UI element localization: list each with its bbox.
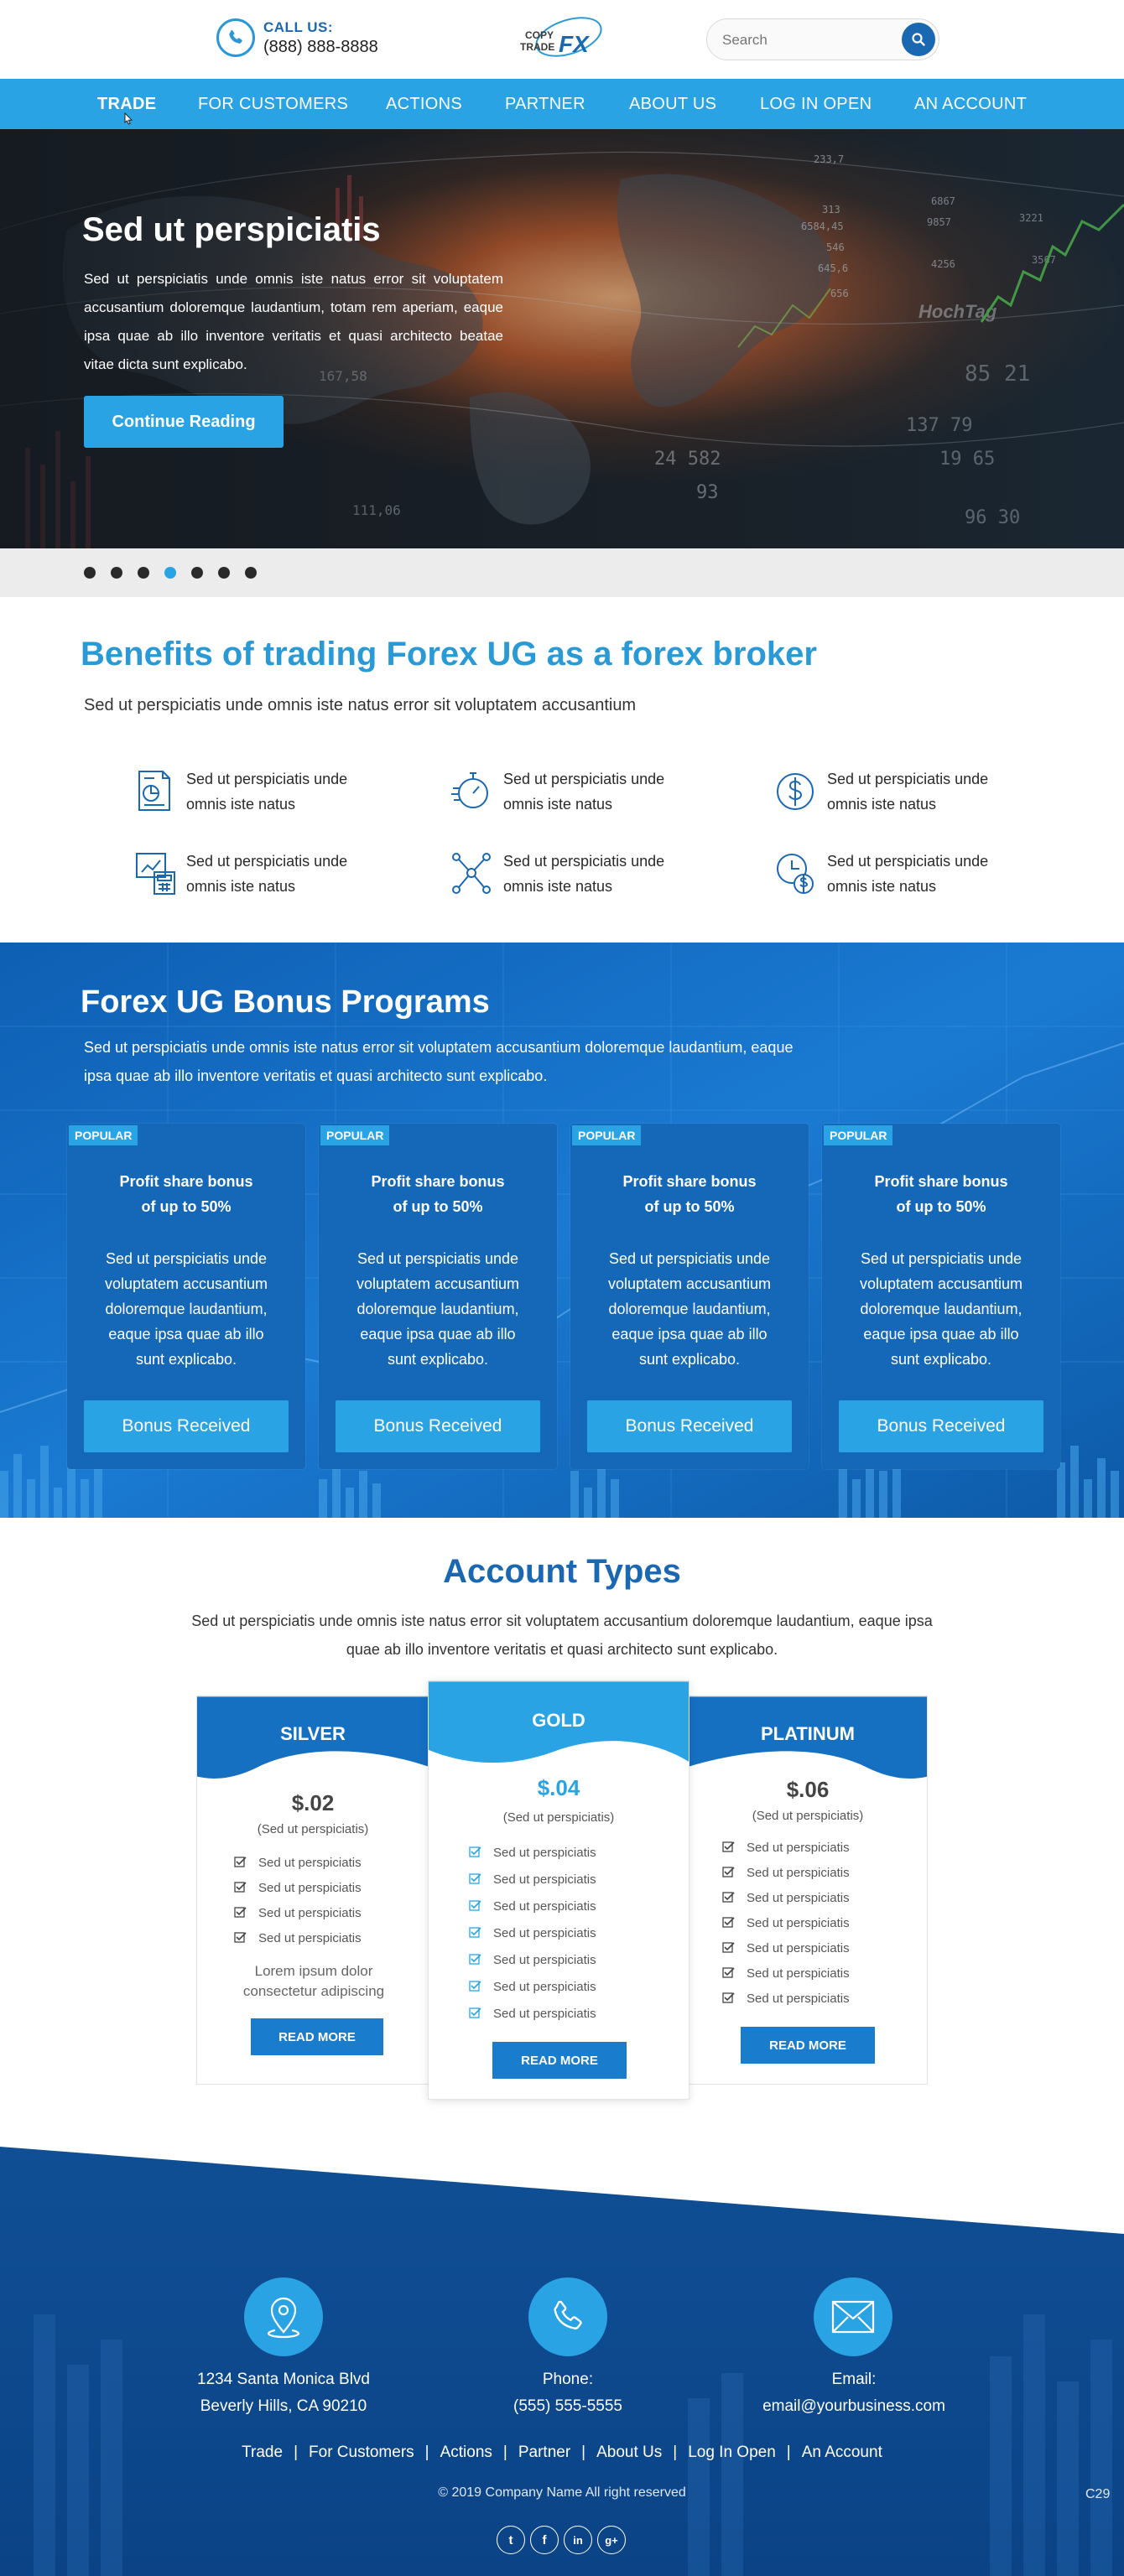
bonus-card-title-line-1: Profit share bonus bbox=[119, 1173, 253, 1190]
bonus-card-title-line-2: of up to 50% bbox=[141, 1198, 232, 1215]
slider-dot-3[interactable] bbox=[138, 567, 149, 579]
bonus-card-title bbox=[822, 1169, 1060, 1219]
account-types-title: Account Types bbox=[443, 1553, 681, 1590]
checkbox-check-icon bbox=[722, 1866, 735, 1878]
account-feature bbox=[722, 1841, 850, 1855]
account-feature-text: Sed ut perspiciatis bbox=[493, 1926, 596, 1940]
search-box bbox=[706, 18, 939, 60]
bonus-card-title bbox=[570, 1169, 809, 1219]
account-feature bbox=[234, 1856, 362, 1870]
footer-link-log-in-open[interactable]: Log In Open bbox=[688, 2444, 776, 2461]
benefits-title: Benefits of trading Forex UG as a forex broker bbox=[81, 636, 817, 673]
bonus-card-text: Sed ut perspiciatis unde voluptatem accusantium doloremque laudantium, eaque ipsa quae ab illo sunt explicabo. bbox=[356, 1250, 520, 1368]
benefit-text-4: Sed ut perspiciatis unde omnis iste natus bbox=[186, 853, 348, 895]
call-label: CALL US: bbox=[263, 18, 334, 35]
nav-item-log-in-open[interactable]: LOG IN OPEN bbox=[760, 95, 872, 113]
account-card-gold bbox=[428, 1680, 689, 2100]
account-feature bbox=[722, 1891, 850, 1905]
bonus-programs-section bbox=[0, 943, 1124, 1518]
footer-background bbox=[0, 2147, 1124, 2576]
account-name-silver: SILVER bbox=[280, 1723, 346, 1744]
checkbox-check-icon bbox=[469, 1899, 481, 1912]
logo-word-copy: COPY bbox=[525, 29, 554, 41]
benefit-text-2: Sed ut perspiciatis unde omnis iste natus bbox=[503, 771, 665, 813]
bonus-card-title-line-1: Profit share bonus bbox=[622, 1173, 757, 1190]
location-badge bbox=[244, 2277, 323, 2356]
bonus-card-2 bbox=[319, 1124, 557, 1469]
search-input[interactable] bbox=[722, 30, 890, 50]
account-feature-text: Sed ut perspiciatis bbox=[258, 1881, 362, 1895]
benefit-item-4 bbox=[134, 849, 403, 899]
search-icon bbox=[911, 32, 926, 47]
bonus-card-title-line-2: of up to 50% bbox=[644, 1198, 735, 1215]
popular-badge: POPULAR bbox=[824, 1125, 892, 1145]
account-price-gold: $.04 bbox=[537, 1775, 580, 1800]
benefit-item-1 bbox=[134, 766, 403, 817]
footer-link-for-customers[interactable]: For Customers bbox=[309, 2444, 414, 2461]
account-price-note-silver: (Sed ut perspiciatis) bbox=[257, 1822, 369, 1836]
footer-link-separator: | bbox=[581, 2444, 586, 2461]
account-price-note-gold: (Sed ut perspiciatis) bbox=[502, 1810, 615, 1825]
popular-badge: POPULAR bbox=[320, 1125, 389, 1145]
footer-link-separator: | bbox=[294, 2444, 299, 2461]
call-us-block[interactable] bbox=[216, 18, 378, 57]
footer-phone-number[interactable]: (555) 555-5555 bbox=[513, 2397, 622, 2415]
popular-badge: POPULAR bbox=[69, 1125, 138, 1145]
account-feature-text: Sed ut perspiciatis bbox=[493, 1980, 596, 1994]
page-code: C29 bbox=[1085, 2487, 1111, 2501]
slider-dot-4[interactable] bbox=[164, 567, 176, 579]
account-extra-line-1: Lorem ipsum dolor bbox=[254, 1963, 373, 1979]
twitter-icon[interactable]: t bbox=[497, 2526, 525, 2554]
account-feature-text: Sed ut perspiciatis bbox=[493, 1872, 596, 1887]
account-feature bbox=[469, 1846, 596, 1860]
checkbox-check-icon bbox=[722, 1966, 735, 1979]
account-feature bbox=[469, 1926, 596, 1940]
nav-item-partner[interactable]: PARTNER bbox=[505, 95, 585, 113]
top-header bbox=[0, 0, 1124, 79]
hero-slider bbox=[0, 129, 1124, 548]
googleplus-icon[interactable]: g+ bbox=[597, 2526, 626, 2554]
account-feature bbox=[234, 1881, 362, 1895]
bonus-card-text: Sed ut perspiciatis unde voluptatem accusantium doloremque laudantium, eaque ipsa quae ab illo sunt explicabo. bbox=[859, 1250, 1023, 1368]
account-feature-text: Sed ut perspiciatis bbox=[747, 1866, 850, 1880]
footer-link-actions[interactable]: Actions bbox=[440, 2444, 492, 2461]
bonus-card-title bbox=[67, 1169, 305, 1219]
footer-links bbox=[0, 2444, 1124, 2462]
slider-dot-2[interactable] bbox=[111, 567, 122, 579]
phone-icon bbox=[216, 18, 255, 57]
account-feature-text: Sed ut perspiciatis bbox=[493, 1846, 596, 1860]
account-price-silver: $.02 bbox=[291, 1790, 335, 1815]
checkbox-check-icon bbox=[722, 1941, 735, 1954]
account-feature bbox=[722, 1966, 850, 1981]
footer-link-separator: | bbox=[673, 2444, 678, 2461]
checkbox-check-icon bbox=[469, 1980, 481, 1992]
account-extra-line-2: consectetur adipiscing bbox=[242, 1983, 385, 1999]
nav-item-an-account[interactable]: AN ACCOUNT bbox=[914, 95, 1028, 113]
bonus-subtitle: Sed ut perspiciatis unde omnis iste natus error sit voluptatem accusantium doloremque laudantium, eaque ipsa quae ab illo inventore veritatis et quasi architecto sunt explicabo. bbox=[84, 1039, 794, 1084]
checkbox-check-icon bbox=[469, 1953, 481, 1966]
bonus-received-button[interactable]: Bonus Received bbox=[336, 1400, 540, 1452]
account-feature-text: Sed ut perspiciatis bbox=[258, 1931, 362, 1945]
slider-dot-5[interactable] bbox=[191, 567, 203, 579]
logo-word-trade: TRADE bbox=[520, 41, 555, 53]
time-money-icon bbox=[775, 850, 815, 896]
phone-handset-icon bbox=[548, 2297, 588, 2337]
account-name-platinum: PLATINUM bbox=[760, 1723, 856, 1744]
account-price-platinum: $.06 bbox=[786, 1777, 830, 1802]
bonus-received-button[interactable]: Bonus Received bbox=[84, 1400, 289, 1452]
account-types-subtitle: Sed ut perspiciatis unde omnis iste natus error sit voluptatem accusantium doloremque laudantium, eaque ipsa quae ab illo inventore veritatis et quasi architecto sunt explicabo. bbox=[191, 1613, 933, 1658]
footer-link-trade[interactable]: Trade bbox=[242, 2444, 284, 2461]
checkbox-check-icon bbox=[234, 1881, 247, 1893]
bonus-card-text: Sed ut perspiciatis unde voluptatem accusantium doloremque laudantium, eaque ipsa quae ab illo sunt explicabo. bbox=[607, 1250, 772, 1368]
account-feature-text: Sed ut perspiciatis bbox=[258, 1856, 362, 1870]
account-feature bbox=[722, 1866, 850, 1880]
account-feature bbox=[722, 1992, 850, 2006]
nav-item-trade[interactable]: TRADE bbox=[97, 95, 157, 113]
read-more-button-silver[interactable]: READ MORE bbox=[251, 2018, 383, 2055]
linkedin-icon[interactable]: in bbox=[564, 2526, 592, 2554]
footer-link-separator: | bbox=[502, 2444, 507, 2461]
checkbox-check-icon bbox=[722, 1891, 735, 1903]
bonus-card-title-line-1: Profit share bonus bbox=[874, 1173, 1008, 1190]
phone-badge bbox=[528, 2277, 607, 2356]
checkbox-check-icon bbox=[722, 1841, 735, 1853]
nav-item-for-customers[interactable]: FOR CUSTOMERS bbox=[198, 95, 349, 113]
checkbox-check-icon bbox=[469, 1872, 481, 1885]
benefits-subtitle: Sed ut perspiciatis unde omnis iste natus error sit voluptatem accusantium bbox=[84, 696, 637, 714]
checkbox-check-icon bbox=[469, 2007, 481, 2019]
footer-address bbox=[158, 2366, 409, 2420]
footer-address-line-1: 1234 Santa Monica Blvd bbox=[197, 2371, 370, 2388]
benefit-text-5: Sed ut perspiciatis unde omnis iste natus bbox=[503, 853, 665, 895]
checkbox-check-icon bbox=[234, 1856, 247, 1868]
account-feature bbox=[469, 1953, 596, 1967]
search-button[interactable] bbox=[902, 23, 935, 56]
checkbox-check-icon bbox=[722, 1916, 735, 1929]
bonus-received-button[interactable]: Bonus Received bbox=[839, 1400, 1043, 1452]
account-feature bbox=[234, 1931, 362, 1945]
benefit-item-5 bbox=[451, 849, 720, 899]
bonus-received-button[interactable]: Bonus Received bbox=[587, 1400, 792, 1452]
slider-pagination bbox=[0, 548, 1124, 597]
location-pin-icon bbox=[265, 2295, 302, 2339]
bonus-card-title-line-2: of up to 50% bbox=[393, 1198, 483, 1215]
checkbox-check-icon bbox=[234, 1931, 247, 1944]
account-feature-text: Sed ut perspiciatis bbox=[747, 1966, 850, 1981]
benefit-item-2 bbox=[451, 766, 720, 817]
account-feature bbox=[234, 1906, 362, 1920]
footer-link-partner[interactable]: Partner bbox=[518, 2444, 571, 2461]
popular-badge: POPULAR bbox=[572, 1125, 641, 1145]
footer bbox=[0, 2147, 1124, 2576]
read-more-button-platinum[interactable]: READ MORE bbox=[741, 2027, 875, 2064]
bonus-card-title bbox=[319, 1169, 557, 1219]
footer-phone bbox=[442, 2366, 694, 2420]
envelope-icon bbox=[831, 2300, 875, 2334]
benefit-item-3 bbox=[775, 766, 1043, 817]
footer-link-about-us[interactable]: About Us bbox=[596, 2444, 663, 2461]
dollar-circle-icon bbox=[775, 768, 815, 813]
bonus-card-4 bbox=[822, 1124, 1060, 1469]
bonus-card-3 bbox=[570, 1124, 809, 1469]
network-icon bbox=[451, 850, 492, 896]
checkbox-check-icon bbox=[469, 1926, 481, 1939]
account-feature bbox=[469, 1872, 596, 1887]
footer-email-address[interactable]: email@yourbusiness.com bbox=[762, 2397, 945, 2415]
account-feature-text: Sed ut perspiciatis bbox=[258, 1906, 362, 1920]
account-feature-text: Sed ut perspiciatis bbox=[493, 2007, 596, 2021]
main-nav bbox=[0, 79, 1124, 129]
bonus-title: Forex UG Bonus Programs bbox=[81, 984, 490, 1020]
benefit-item-6 bbox=[775, 849, 1043, 899]
bonus-card-title-line-2: of up to 50% bbox=[896, 1198, 986, 1215]
logo-mark-fx: FX bbox=[559, 31, 589, 57]
checkbox-check-icon bbox=[722, 1992, 735, 2004]
bonus-card-1 bbox=[67, 1124, 305, 1469]
continue-reading-button[interactable]: Continue Reading bbox=[84, 396, 284, 448]
bonus-card-title-line-1: Profit share bonus bbox=[371, 1173, 505, 1190]
slider-dot-6[interactable] bbox=[218, 567, 230, 579]
hero-title: Sed ut perspiciatis bbox=[82, 211, 381, 248]
benefit-text-1: Sed ut perspiciatis unde omnis iste natus bbox=[186, 771, 348, 813]
read-more-button-gold[interactable]: READ MORE bbox=[492, 2042, 627, 2079]
checkbox-check-icon bbox=[469, 1846, 481, 1858]
footer-phone-label: Phone: bbox=[542, 2371, 594, 2388]
account-card-platinum bbox=[688, 1696, 928, 2085]
account-feature-text: Sed ut perspiciatis bbox=[493, 1953, 596, 1967]
account-extra-text bbox=[197, 1961, 430, 2002]
slider-dot-1[interactable] bbox=[84, 567, 96, 579]
account-name-gold: GOLD bbox=[532, 1710, 585, 1731]
footer-link-an-account[interactable]: An Account bbox=[801, 2444, 882, 2461]
account-feature-text: Sed ut perspiciatis bbox=[747, 1916, 850, 1930]
account-feature bbox=[469, 1980, 596, 1994]
account-feature bbox=[469, 1899, 596, 1914]
account-price-note-platinum: (Sed ut perspiciatis) bbox=[752, 1809, 864, 1823]
benefit-text-6: Sed ut perspiciatis unde omnis iste natus bbox=[827, 853, 989, 895]
account-card-silver bbox=[196, 1696, 429, 2085]
footer-address-line-2: Beverly Hills, CA 90210 bbox=[200, 2397, 367, 2415]
copyright-text: © 2019 Company Name All right reserved bbox=[438, 2485, 686, 2500]
footer-link-separator: | bbox=[786, 2444, 791, 2461]
account-feature-text: Sed ut perspiciatis bbox=[747, 1841, 850, 1855]
account-feature bbox=[722, 1941, 850, 1955]
mouse-cursor-icon bbox=[122, 112, 134, 129]
bonus-card-text: Sed ut perspiciatis unde voluptatem accusantium doloremque laudantium, eaque ipsa quae ab illo sunt explicabo. bbox=[104, 1250, 268, 1368]
facebook-icon[interactable]: f bbox=[530, 2526, 559, 2554]
report-icon bbox=[134, 768, 174, 813]
footer-link-separator: | bbox=[424, 2444, 429, 2461]
header-phone-number[interactable]: (888) 888-8888 bbox=[263, 37, 378, 56]
copy-trade-fx-logo[interactable] bbox=[518, 13, 606, 64]
account-feature-text: Sed ut perspiciatis bbox=[747, 1992, 850, 2006]
account-feature-text: Sed ut perspiciatis bbox=[747, 1941, 850, 1955]
benefit-text-3: Sed ut perspiciatis unde omnis iste natus bbox=[827, 771, 989, 813]
hero-text: Sed ut perspiciatis unde omnis iste natus error sit voluptatem accusantium doloremque laudantium, totam rem aperiam, eaque ipsa quae ab illo inventore veritatis et quasi architecto beatae vitae dicta sunt explicabo. bbox=[84, 271, 503, 372]
footer-email-label: Email: bbox=[831, 2371, 877, 2388]
nav-item-about-us[interactable]: ABOUT US bbox=[629, 95, 717, 113]
slider-dot-7[interactable] bbox=[245, 567, 257, 579]
calculator-icon bbox=[134, 850, 178, 896]
checkbox-check-icon bbox=[234, 1906, 247, 1919]
footer-email bbox=[728, 2366, 980, 2420]
stopwatch-icon bbox=[451, 768, 492, 813]
account-feature bbox=[469, 2007, 596, 2021]
account-feature-text: Sed ut perspiciatis bbox=[747, 1891, 850, 1905]
account-feature-text: Sed ut perspiciatis bbox=[493, 1899, 596, 1914]
account-feature bbox=[722, 1916, 850, 1930]
nav-item-actions[interactable]: ACTIONS bbox=[386, 95, 462, 113]
email-badge bbox=[814, 2277, 892, 2356]
